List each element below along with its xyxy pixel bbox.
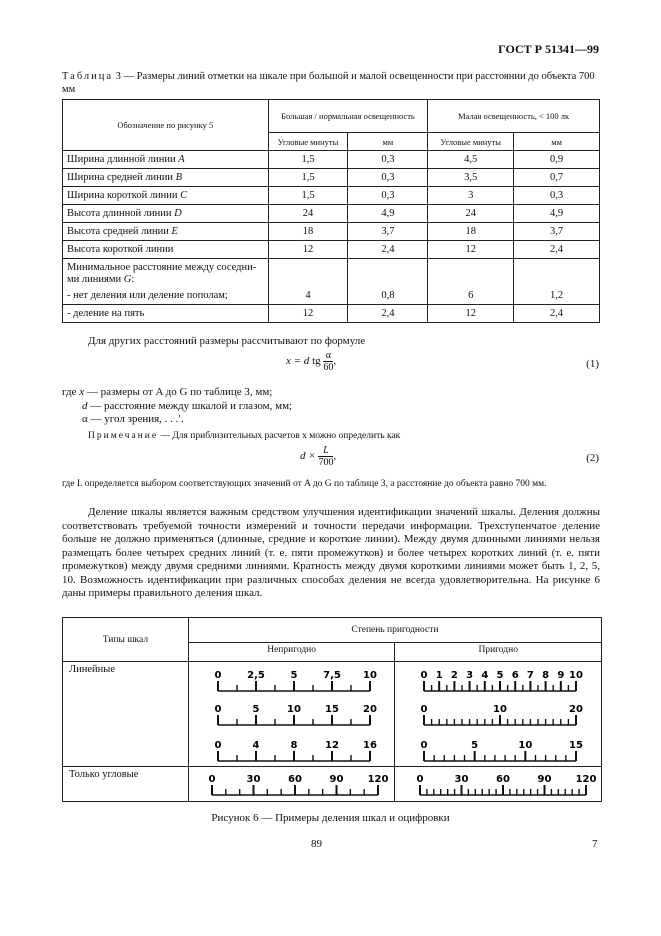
table-3 bbox=[62, 99, 600, 323]
cell-value: 4,5 bbox=[428, 151, 514, 169]
scale-label: 0 bbox=[214, 740, 222, 751]
row-name-text: Высота короткой линии bbox=[67, 244, 174, 255]
col-degree: Степень пригодности bbox=[188, 618, 601, 643]
cell-value: 1,5 bbox=[268, 187, 348, 205]
table-row bbox=[63, 305, 600, 323]
scale-label: 12 bbox=[325, 740, 339, 751]
scale-bad4 bbox=[206, 773, 389, 801]
row-name: - деление на пять bbox=[63, 305, 269, 323]
formula-2 bbox=[300, 445, 336, 468]
where-d-sym: d bbox=[82, 399, 88, 412]
row-name-text: Ширина длинной линии bbox=[67, 154, 176, 165]
scale-label: 60 bbox=[288, 774, 302, 785]
scale-label: 5 bbox=[496, 670, 504, 681]
row-linear: Линейные bbox=[69, 664, 115, 675]
scale-label: 7,5 bbox=[323, 670, 341, 681]
row-linear-label bbox=[63, 662, 189, 767]
f2-lhs: d × bbox=[300, 450, 316, 463]
col-high-light: Большая / нормальная освещенность bbox=[268, 100, 428, 133]
scale-label: 2,5 bbox=[247, 670, 265, 681]
cell-value: 4,9 bbox=[514, 205, 600, 223]
scale-bad3 bbox=[212, 739, 376, 767]
where-d: — расстояние между шкалой и глазом, мм; bbox=[90, 399, 293, 412]
note-label: Примечание bbox=[88, 431, 159, 441]
scale-label: 120 bbox=[575, 774, 597, 785]
table-row bbox=[63, 287, 600, 305]
row-name bbox=[63, 223, 269, 241]
cell-value: 3,5 bbox=[428, 169, 514, 187]
scale-bad1 bbox=[212, 669, 376, 697]
scale-bad2 bbox=[212, 703, 376, 731]
cell-value: 0,3 bbox=[348, 169, 428, 187]
row-name-text: Ширина короткой линии bbox=[67, 190, 178, 201]
scale-good4 bbox=[414, 773, 597, 801]
f2-num: L bbox=[318, 445, 333, 457]
where-list: где x — размеры от A до G по таблице 3, мм; d — расстояние между шкалой и глазом, мм; α — угол зрения, . . .′. bbox=[62, 386, 293, 425]
table-row bbox=[63, 223, 600, 241]
note bbox=[88, 430, 400, 442]
scale-label: 3 bbox=[466, 670, 474, 681]
scale-label: 10 bbox=[518, 740, 533, 751]
formula-intro: Для других расстояний размеры рассчитывают по формуле bbox=[88, 335, 366, 347]
cell-value: 2,4 bbox=[514, 305, 600, 323]
page-number-center: 89 bbox=[311, 838, 322, 850]
table3-caption bbox=[62, 70, 602, 96]
table-row bbox=[63, 151, 600, 169]
row-name-text: Высота длинной линии bbox=[67, 208, 172, 219]
where-a-sym: α bbox=[82, 413, 88, 425]
scale-label: 4 bbox=[252, 740, 260, 751]
cell-value: 12 bbox=[268, 241, 348, 259]
where-x-sym: x bbox=[79, 386, 85, 398]
where-a: — угол зрения, . . .′. bbox=[90, 413, 184, 425]
f1-den: 60 bbox=[323, 362, 334, 373]
scale-label: 0 bbox=[420, 670, 428, 681]
row-angular: Только угловые bbox=[69, 769, 139, 780]
row-symbol: B bbox=[175, 172, 183, 183]
scale-label: 0 bbox=[214, 704, 222, 715]
formula-1 bbox=[286, 350, 336, 373]
cell-value: 2,4 bbox=[348, 305, 428, 323]
scale-label: 10 bbox=[287, 704, 301, 715]
scale-label: 20 bbox=[569, 704, 583, 715]
scale-label: 7 bbox=[526, 670, 534, 681]
cell-value: 24 bbox=[428, 205, 514, 223]
table-row bbox=[63, 241, 600, 259]
cell-value: 18 bbox=[268, 223, 348, 241]
cell-value: 3 bbox=[428, 187, 514, 205]
cell-value: 24 bbox=[268, 205, 348, 223]
scale-label: 8 bbox=[290, 740, 298, 751]
scale-label: 20 bbox=[363, 704, 377, 715]
scale-label: 8 bbox=[542, 670, 550, 681]
scale-label: 60 bbox=[496, 774, 510, 785]
sub-angular: Угловые минуты bbox=[268, 133, 348, 151]
row-name: - нет деления или деление пополам; bbox=[63, 287, 269, 305]
scale-label: 120 bbox=[367, 774, 389, 785]
min-dist-line1: Минимальное расстояние между соседни- bbox=[67, 262, 257, 273]
cell-value: 12 bbox=[268, 305, 348, 323]
scale-good1 bbox=[418, 669, 582, 697]
row-symbol: A bbox=[178, 154, 185, 165]
scale-label: 90 bbox=[537, 774, 552, 785]
scale-label: 10 bbox=[493, 704, 507, 715]
row-name-text: Ширина средней линии bbox=[67, 172, 173, 183]
col-suitable: Пригодно bbox=[395, 643, 602, 662]
sub-mm: мм bbox=[348, 133, 428, 151]
sub-angular: Угловые минуты bbox=[428, 133, 514, 151]
formula-1-number: (1) bbox=[586, 358, 599, 370]
table-caption-text: 3 — Размеры линий отметки на шкале при большой и малой освещенности при расстоянии до объекта 700 мм bbox=[62, 71, 595, 95]
scale-label: 4 bbox=[481, 670, 489, 681]
note-text: — Для приблизительных расчетов x можно определить как bbox=[160, 431, 401, 441]
min-dist-line2: ми линиями bbox=[67, 274, 122, 285]
table-row bbox=[63, 205, 600, 223]
row-symbol: C bbox=[180, 190, 188, 201]
scale-label: 10 bbox=[569, 670, 583, 681]
note2: где L определяется выбором соответствующих значений от A до G по таблице 3, а расстояние до объекта равно 700 мм. bbox=[62, 479, 547, 489]
row-name bbox=[63, 151, 269, 169]
col-unsuitable: Непригодно bbox=[188, 643, 395, 662]
scale-label: 0 bbox=[420, 740, 428, 751]
f1-num: α bbox=[323, 350, 333, 362]
min-dist-symbol: G bbox=[123, 274, 132, 285]
scale-label: 6 bbox=[511, 670, 519, 681]
cell-value: 2,4 bbox=[514, 241, 600, 259]
cell-value: 2,4 bbox=[348, 241, 428, 259]
row-angular-label bbox=[63, 767, 189, 802]
scale-label: 15 bbox=[325, 704, 339, 715]
table-row bbox=[63, 169, 600, 187]
cell-value: 1,2 bbox=[514, 287, 600, 305]
standard-header: ГОСТ Р 51341—99 bbox=[498, 42, 599, 56]
scale-label: 30 bbox=[246, 774, 261, 785]
cell-value: 0,3 bbox=[348, 187, 428, 205]
cell-value: 12 bbox=[428, 305, 514, 323]
scale-label: 10 bbox=[363, 670, 377, 681]
scale-label: 16 bbox=[363, 740, 377, 751]
scale-label: 0 bbox=[208, 774, 216, 785]
cell-value: 1,5 bbox=[268, 151, 348, 169]
row-name bbox=[63, 241, 269, 259]
table-label: Таблица bbox=[62, 71, 114, 82]
f1-tg: tg bbox=[312, 355, 321, 368]
scale-label: 2 bbox=[450, 670, 458, 681]
cell-value: 0,3 bbox=[348, 151, 428, 169]
scale-label: 5 bbox=[252, 704, 260, 715]
scale-label: 15 bbox=[569, 740, 583, 751]
cell-value: 0,3 bbox=[514, 187, 600, 205]
scale-label: 90 bbox=[329, 774, 344, 785]
cell-value: 0,9 bbox=[514, 151, 600, 169]
scale-label: 9 bbox=[557, 670, 565, 681]
cell-value: 6 bbox=[428, 287, 514, 305]
cell-value: 0,8 bbox=[348, 287, 428, 305]
f1-tail: , bbox=[333, 355, 337, 368]
f2-den: 700 bbox=[318, 457, 334, 468]
f2-tail: , bbox=[333, 450, 337, 463]
scale-label: 5 bbox=[290, 670, 298, 681]
col-designation: Обозначение по рисунку 5 bbox=[63, 100, 269, 151]
scale-label: 5 bbox=[471, 740, 479, 751]
page-number-right: 7 bbox=[592, 838, 598, 850]
col-low-light: Малая освещенность, < 100 лк bbox=[428, 100, 600, 133]
cell-value: 3,7 bbox=[348, 223, 428, 241]
where-x: — размеры от A до G по таблице 3, мм; bbox=[86, 386, 273, 398]
cell-value: 3,7 bbox=[514, 223, 600, 241]
cell-value: 4 bbox=[268, 287, 348, 305]
scale-label: 0 bbox=[214, 670, 222, 681]
min-distance-label: Минимальное расстояние между соседни- ми линиями G: bbox=[63, 259, 269, 288]
figure-caption: Рисунок 6 — Примеры деления шкал и оцифровки bbox=[211, 812, 450, 824]
row-name bbox=[63, 169, 269, 187]
row-symbol: E bbox=[171, 226, 178, 237]
scale-good3 bbox=[418, 739, 582, 767]
paragraph: Деление шкалы является важным средством улучшения идентификации значений шкалы. Деления должны соответствовать требуемой точности измерений и точности передачи информации. Трехступенчатое деление больше не должно применяться (длинные, средние и короткие линии). Между двумя длинными линиями нельзя размещать более четырех средних линий (т. е. пяти промежутков) и более четырех коротких линий (т. е. пяти промежутков) между двумя средними линиями. Кратность между двумя короткими линиями может быть 1, 2, 5, 10. Возможность идентификации при различных способах деления не всегда удовлетворительна. На рисунке 6 даны примеры правильного деления шкал. bbox=[62, 506, 600, 599]
row-symbol: D bbox=[174, 208, 182, 219]
table-row bbox=[63, 187, 600, 205]
formula-2-number: (2) bbox=[586, 452, 599, 464]
sub-mm: мм bbox=[514, 133, 600, 151]
cell-value: 12 bbox=[428, 241, 514, 259]
row-name-text: Высота средней линии bbox=[67, 226, 169, 237]
scale-good2 bbox=[418, 703, 582, 731]
scale-label: 0 bbox=[420, 704, 428, 715]
cell-value: 18 bbox=[428, 223, 514, 241]
row-name bbox=[63, 187, 269, 205]
scale-label: 30 bbox=[454, 774, 469, 785]
row-name bbox=[63, 205, 269, 223]
scale-label: 1 bbox=[435, 670, 443, 681]
cell-value: 1,5 bbox=[268, 169, 348, 187]
scale-label: 0 bbox=[416, 774, 424, 785]
f1-lhs: x = d bbox=[286, 355, 310, 368]
cell-value: 0,7 bbox=[514, 169, 600, 187]
cell-value: 4,9 bbox=[348, 205, 428, 223]
col-scale-types: Типы шкал bbox=[63, 618, 189, 662]
